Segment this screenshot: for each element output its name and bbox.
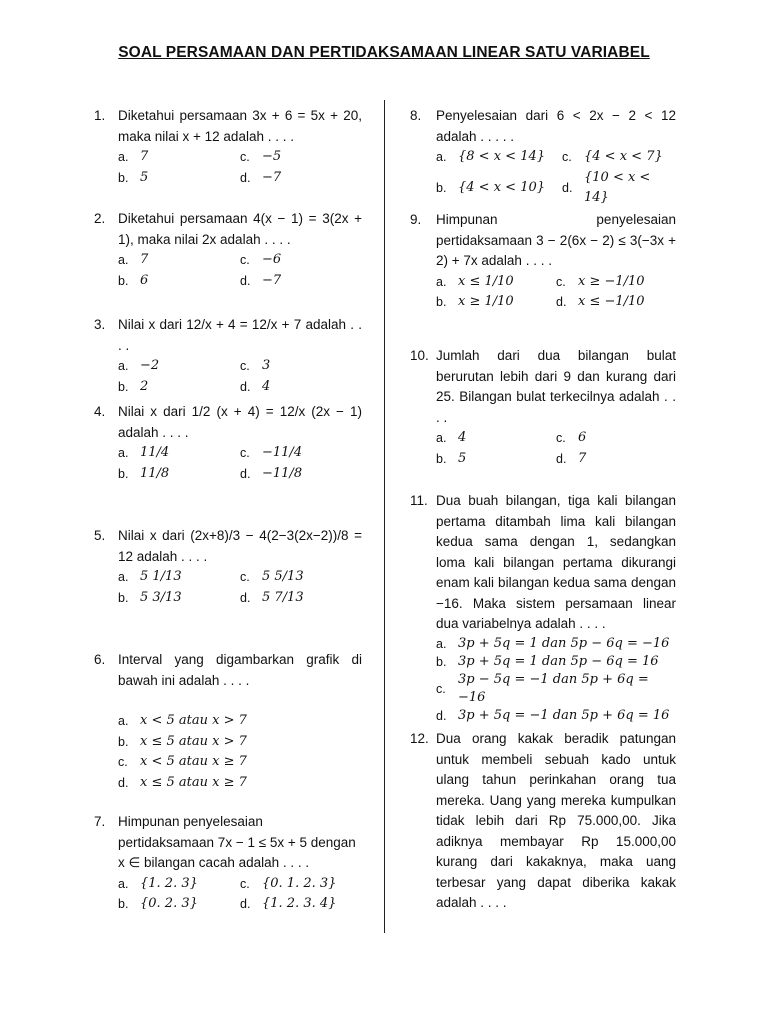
option-b[interactable] xyxy=(118,588,240,609)
question-10 xyxy=(410,346,676,491)
option-d[interactable] xyxy=(562,168,676,209)
question-stem: Nilai x dari (2x+8)/3 − 4(2−3(2x−2))/8 = 12 adalah . . . . xyxy=(118,528,362,564)
option-letter: c. xyxy=(240,359,250,373)
question-number: 5. xyxy=(94,528,106,543)
option-letter: d. xyxy=(240,590,251,605)
options xyxy=(118,147,362,188)
option-letter: c. xyxy=(562,150,572,164)
option-value: 5 xyxy=(458,450,467,466)
question-number: 8. xyxy=(410,108,422,123)
question-6 xyxy=(94,650,362,812)
option-letter: a. xyxy=(118,253,129,267)
option-letter: a. xyxy=(118,150,129,164)
option-letter: a. xyxy=(118,359,129,373)
option-b[interactable] xyxy=(118,271,240,292)
option-c[interactable] xyxy=(240,874,362,895)
option-letter: c. xyxy=(118,755,128,769)
option-value: x ≥ −1/10 xyxy=(578,273,645,289)
page-title: SOAL PERSAMAAN DAN PERTIDAKSAMAAN LINEAR SATU VARIABEL xyxy=(118,44,650,61)
option-letter: a. xyxy=(118,714,129,728)
option-c[interactable] xyxy=(240,250,362,271)
option-value: 5 xyxy=(140,169,149,185)
option-value: {8 < x < 14} xyxy=(458,149,546,164)
option-value: −6 xyxy=(262,252,282,267)
option-letter: c. xyxy=(556,274,566,289)
option-d[interactable] xyxy=(240,271,362,292)
option-d[interactable] xyxy=(240,377,362,398)
question-stem: Himpunan penyelesaian pertidaksamaan 7x − 1 ≤ 5x + 5 dengan x ∈ bilangan cacah adalah . . . . xyxy=(118,814,356,870)
question-number: 9. xyxy=(410,212,422,227)
question-number: 7. xyxy=(94,814,106,829)
option-c[interactable] xyxy=(118,752,362,773)
question-number: 12. xyxy=(410,731,429,746)
option-c[interactable] xyxy=(556,272,676,293)
question-stem: Dua buah bilangan, tiga kali bilangan pertama ditambah lima kali bilangan kedua sama dengan 1, sedangkan loma kali bilangan pertama dikurangi enam kali bilangan kedua sama dengan −16. Maka sistem persamaan linear dua variabelnya adalah . . . . xyxy=(436,493,676,631)
option-value: 11/8 xyxy=(140,465,170,481)
option-letter: d. xyxy=(556,295,567,309)
question-2 xyxy=(94,209,362,315)
option-letter: d. xyxy=(240,273,251,288)
option-a[interactable] xyxy=(436,635,676,653)
option-value: 6 xyxy=(578,430,587,445)
option-value: {10 < x < 14} xyxy=(584,169,651,205)
option-d[interactable] xyxy=(240,894,362,915)
option-letter: d. xyxy=(436,708,447,723)
option-c[interactable] xyxy=(240,147,362,168)
option-letter: d. xyxy=(118,775,129,790)
option-b[interactable] xyxy=(436,449,556,470)
option-d[interactable] xyxy=(240,464,362,485)
option-value: 4 xyxy=(458,430,467,445)
option-value: x ≥ 1/10 xyxy=(458,294,514,309)
option-c[interactable] xyxy=(240,443,362,464)
question-8 xyxy=(410,106,676,210)
option-b[interactable] xyxy=(118,168,240,189)
option-letter: a. xyxy=(436,636,447,651)
option-value: −7 xyxy=(262,169,282,185)
option-a[interactable] xyxy=(118,250,240,271)
option-letter: b. xyxy=(436,180,447,195)
option-letter: c. xyxy=(240,150,250,164)
option-letter: a. xyxy=(436,150,447,164)
option-d[interactable] xyxy=(556,292,676,313)
option-value: 3p + 5q = −1 dan 5p + 6q = 16 xyxy=(458,707,670,723)
option-value: 5 1/13 xyxy=(140,569,182,584)
option-value: x < 5 atau x > 7 xyxy=(140,713,247,728)
option-value: 5 5/13 xyxy=(262,569,304,584)
option-value: x ≤ 5 atau x ≥ 7 xyxy=(140,774,247,790)
option-value: x ≤ 5 atau x > 7 xyxy=(140,733,247,749)
option-letter: b. xyxy=(118,590,129,605)
option-letter: b. xyxy=(118,170,129,185)
left-column xyxy=(94,106,362,915)
options xyxy=(118,567,362,608)
option-value: 5 3/13 xyxy=(140,589,182,605)
question-stem: Jumlah dari dua bilangan bulat berurutan lebih dari 9 dan kurang dari 25. Bilangan bulat terkecilnya adalah . . . . xyxy=(436,348,676,425)
question-4 xyxy=(94,402,362,526)
option-d[interactable] xyxy=(240,588,362,609)
option-d[interactable] xyxy=(118,773,362,794)
option-letter: a. xyxy=(118,570,129,584)
option-value: 3 xyxy=(262,358,271,373)
question-stem: Diketahui persamaan 3x + 6 = 5x + 20, maka nilai x + 12 adalah . . . . xyxy=(118,108,362,144)
question-3 xyxy=(94,315,362,402)
option-letter: b. xyxy=(118,379,129,394)
options xyxy=(118,356,362,397)
option-value: 4 xyxy=(262,378,271,394)
question-number: 10. xyxy=(410,348,429,363)
option-b[interactable] xyxy=(436,168,562,209)
option-value: −11/8 xyxy=(262,465,303,481)
options xyxy=(118,874,362,915)
question-stem: Interval yang digambarkan grafik di bawah ini adalah . . . . xyxy=(118,652,362,688)
option-letter: b. xyxy=(118,897,129,911)
question-number: 2. xyxy=(94,211,106,226)
option-letter: b. xyxy=(436,451,447,466)
question-number: 11. xyxy=(410,493,428,508)
option-c[interactable] xyxy=(240,567,362,588)
option-value: −11/4 xyxy=(262,445,303,460)
option-letter: c. xyxy=(240,876,250,891)
option-value: {1. 2. 3} xyxy=(140,875,198,891)
option-value: 3p + 5q = 1 dan 5p − 6q = 16 xyxy=(458,653,659,669)
option-b[interactable] xyxy=(118,894,240,915)
question-12 xyxy=(410,729,676,914)
option-d[interactable] xyxy=(240,168,362,189)
option-value: −5 xyxy=(262,149,282,164)
option-letter: d. xyxy=(240,466,251,481)
option-a[interactable] xyxy=(118,443,240,464)
option-value: {4 < x < 10} xyxy=(458,179,546,195)
options xyxy=(118,711,362,793)
option-value: −7 xyxy=(262,272,282,288)
option-value: 5 7/13 xyxy=(262,589,304,605)
option-value: 3p − 5q = −1 dan 5p + 6q = −16 xyxy=(458,671,649,705)
option-a[interactable] xyxy=(436,272,556,293)
option-value: {1. 2. 3. 4} xyxy=(262,896,337,911)
option-a[interactable] xyxy=(436,147,562,168)
option-value: x ≤ 1/10 xyxy=(458,273,514,289)
option-value: 7 xyxy=(140,149,149,164)
question-stem: Penyelesaian dari 6 < 2x − 2 < 12 adalah . . . . . xyxy=(436,108,676,144)
option-a[interactable] xyxy=(118,711,362,732)
option-letter: a. xyxy=(436,431,447,445)
option-value: {0. 1. 2. 3} xyxy=(262,875,337,891)
column-divider xyxy=(384,100,385,933)
question-stem: Diketahui persamaan 4(x − 1) = 3(2x + 1), maka nilai 2x adalah . . . . xyxy=(118,211,362,247)
options xyxy=(118,250,362,291)
question-1 xyxy=(94,106,362,209)
question-5 xyxy=(94,526,362,650)
option-b[interactable] xyxy=(118,377,240,398)
option-letter: d. xyxy=(562,180,573,195)
option-a[interactable] xyxy=(118,147,240,168)
option-letter: c. xyxy=(556,431,566,445)
option-value: 7 xyxy=(578,450,587,466)
option-letter: b. xyxy=(436,654,447,669)
option-c[interactable] xyxy=(436,671,676,707)
option-letter: a. xyxy=(118,446,129,460)
option-letter: b. xyxy=(118,273,129,288)
option-value: {4 < x < 7} xyxy=(584,149,663,164)
option-value: {0. 2. 3} xyxy=(140,896,198,911)
option-value: 6 xyxy=(140,272,149,288)
option-a[interactable] xyxy=(118,356,240,377)
question-number: 4. xyxy=(94,404,106,419)
question-11 xyxy=(410,491,676,729)
options xyxy=(436,272,676,313)
option-value: x < 5 atau x ≥ 7 xyxy=(140,754,247,769)
option-letter: d. xyxy=(240,170,251,185)
options xyxy=(436,428,676,469)
question-number: 6. xyxy=(94,652,106,667)
option-letter: b. xyxy=(118,734,129,749)
option-c[interactable] xyxy=(556,428,676,449)
options xyxy=(436,147,676,209)
question-number: 1. xyxy=(94,108,106,123)
question-number: 3. xyxy=(94,317,106,332)
option-c[interactable] xyxy=(562,147,676,168)
option-letter: c. xyxy=(240,446,250,460)
option-letter: c. xyxy=(240,570,250,584)
option-b[interactable] xyxy=(436,653,676,671)
option-letter: b. xyxy=(118,466,129,481)
right-column xyxy=(410,106,676,914)
question-9 xyxy=(410,210,676,346)
option-a[interactable] xyxy=(118,567,240,588)
option-value: −2 xyxy=(140,358,160,373)
option-letter: a. xyxy=(118,876,129,891)
option-value: x ≤ −1/10 xyxy=(578,294,645,309)
option-b[interactable] xyxy=(118,732,362,753)
option-letter: d. xyxy=(240,379,251,394)
question-7 xyxy=(94,812,362,915)
option-d[interactable] xyxy=(556,449,676,470)
option-letter: c. xyxy=(240,253,250,267)
option-letter: d. xyxy=(556,451,567,466)
question-stem: Nilai x dari 12/x + 4 = 12/x + 7 adalah . . . . xyxy=(118,317,362,353)
options xyxy=(436,635,676,725)
option-letter: b. xyxy=(436,295,447,309)
option-letter: d. xyxy=(240,897,251,911)
question-stem: Dua orang kakak beradik patungan untuk membeli sebuah kado untuk ulang tahun perinkahan orang tua mereka. Uang yang mereka kumpulkan tidak lebih dari Rp 75.000,00. Jika adiknya membayar Rp 15.000,00 kurang dari kakaknya, maka uang terbesar yang dapat diberika kakak adalah . . . . xyxy=(436,731,676,910)
options xyxy=(118,443,362,484)
option-b[interactable] xyxy=(118,464,240,485)
option-a[interactable] xyxy=(118,874,240,895)
option-value: 3p + 5q = 1 dan 5p − 6q = −16 xyxy=(458,635,670,651)
option-d[interactable] xyxy=(436,707,676,725)
option-value: 7 xyxy=(140,252,149,267)
option-letter: a. xyxy=(436,274,447,289)
option-value: 2 xyxy=(140,378,149,394)
option-c[interactable] xyxy=(240,356,362,377)
question-stem: Himpunan penyelesaian pertidaksamaan 3 − 2(6x − 2) ≤ 3(−3x + 2) + 7x adalah . . . . xyxy=(436,212,676,268)
option-letter: c. xyxy=(436,681,446,696)
option-value: 11/4 xyxy=(140,445,170,460)
option-b[interactable] xyxy=(436,292,556,313)
question-stem: Nilai x dari 1/2 (x + 4) = 12/x (2x − 1) adalah . . . . xyxy=(118,404,362,440)
option-a[interactable] xyxy=(436,428,556,449)
